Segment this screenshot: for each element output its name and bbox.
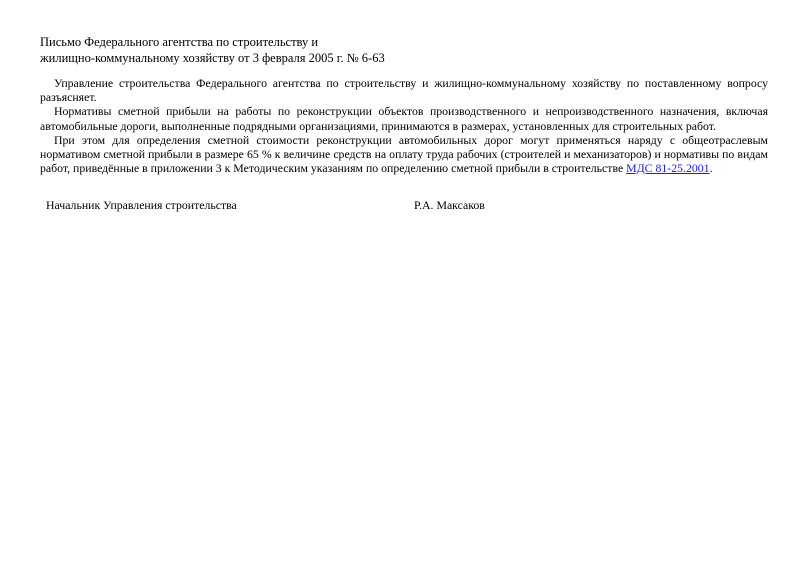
paragraph-3 xyxy=(40,133,768,176)
paragraph-3-end: . xyxy=(709,161,713,176)
signature-block xyxy=(40,198,768,212)
signature-name: Р.А. Максаков xyxy=(414,198,485,213)
document-body xyxy=(40,76,768,175)
paragraph-3-text: При этом для определения сметной стоимости реконструкции автомобильных дорог могут применяться наряду с общеотраслевым нормативом сметной прибыли в размере 65 % к величине средств на оплату труда рабочих (строителей и механизаторов) и нормативы по видам работ, приведённые в приложении 3 к Методическим указаниям по определению сметной прибыли в строительстве xyxy=(40,132,768,176)
document-title-line-1: Письмо Федерального агентства по строительству и xyxy=(40,35,319,49)
document-title xyxy=(40,34,768,66)
document-title-line-2: жилищно-коммунальному хозяйству от 3 февраля 2005 г. № 6-63 xyxy=(40,51,385,65)
signature-position: Начальник Управления строительства xyxy=(46,198,237,213)
document-page xyxy=(40,34,768,212)
paragraph-2: Нормативы сметной прибыли на работы по реконструкции объектов производственного и непроизводственного назначения, включая автомобильные дороги, выполненные подрядными организациями, принимаются в размерах, установленных для строительных работ. xyxy=(40,104,768,133)
mds-document-link[interactable]: МДС 81-25.2001 xyxy=(626,161,710,176)
paragraph-1: Управление строительства Федерального агентства по строительству и жилищно-коммунальному хозяйству по поставленному вопросу разъясняет. xyxy=(40,76,768,105)
